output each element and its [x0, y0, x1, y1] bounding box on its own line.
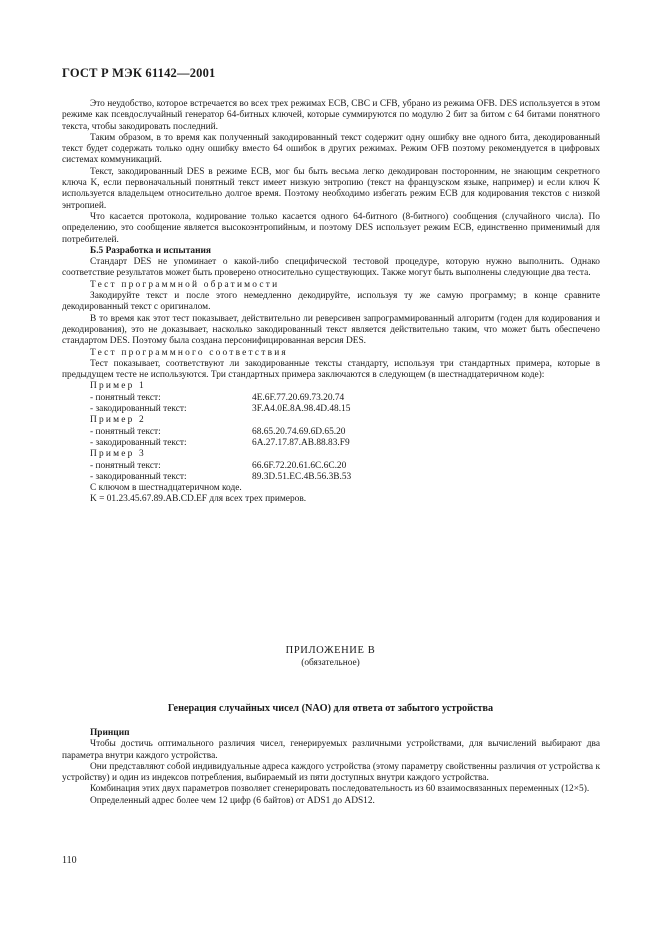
example-value: 4E.6F.77.20.69.73.20.74 [252, 392, 345, 403]
example-value: 68.65.20.74.69.6D.65.20 [252, 426, 346, 437]
example-title: Пример 3 [90, 449, 146, 460]
example-title: Пример 1 [90, 381, 146, 392]
page-number: 110 [62, 855, 77, 866]
test-title: Тест программной обратимости [90, 279, 280, 290]
appendix-text-block [62, 728, 600, 807]
paragraph: Тест показывает, соответствуют ли закодированные тексты стандарту, используя три стандартных примера, которые в предыдущем тесте не используются. Три стандартных примера заключаются в следующем (в шестнадцатеричном коде): [62, 358, 600, 381]
appendix-heading: Генерация случайных чисел (NAO) для ответа от забытого устройства [167, 703, 494, 714]
example-row [62, 472, 600, 483]
paragraph: Определенный адрес более чем 12 цифр (6 байтов) от ADS1 до ADS12. [90, 795, 375, 806]
example-value: 66.6F.72.20.61.6C.6C.20 [252, 460, 347, 471]
paragraph: Комбинация этих двух параметров позволяет сгенерировать последовательность из 60 взаимосвязанных переменных (12×5). [90, 784, 590, 795]
paragraph: Это неудобство, которое встречается во всех трех режимах ECB, CBC и CFB, убрано из режима OFB. DES используется в этом режиме как псевдослучайный генератор 64-битных ключей, которые суммируются по модулю 2 бит за битом с 64 битами понятного текста, чтобы закодировать последний. [62, 99, 600, 132]
example-label: - закодированный текст: [90, 471, 187, 482]
example-label: - закодированный текст: [90, 437, 187, 448]
example-value: 6A.27.17.87.AB.88.83.F9 [252, 437, 350, 448]
key-intro: С ключом в шестнадцатеричном коде. [90, 483, 242, 494]
test-title: Тест программного соответствия [90, 347, 288, 358]
examples-list [62, 381, 600, 505]
paragraph: Таким образом, в то время как полученный закодированный текст содержит одну ошибку вне одного бита, декодированный текст будет содержать только одну ошибку вместо 64 ошибок в других режимах. Режим OFB поэтому рекомендуется в цифровых системах коммуникаций. [62, 132, 600, 166]
paragraph: Чтобы достичь оптимального различия чисел, генерируемых различными устройствами, для вычислений выбирают два параметра внутри каждого устройства. [62, 739, 600, 761]
example-label: - понятный текст: [90, 392, 161, 403]
example-label: - понятный текст: [90, 460, 161, 471]
example-row [62, 404, 600, 415]
example-row [62, 393, 600, 404]
paragraph: Стандарт DES не упоминает о какой-либо специфической тестовой процедуре, которую нужно выполнить. Однако соответствие результатов может быть проверено относительно существующих. Также могут быть выполнены следующие два теста. [62, 257, 600, 279]
example-title: Пример 2 [90, 415, 146, 426]
example-label: - закодированный текст: [90, 404, 187, 415]
example-row [62, 438, 600, 449]
paragraph: Они представляют собой индивидуальные адреса каждого устройства (этому параметру свойственны различия от устройства к устройству) и один из индексов потребления, выбираемый из пяти доступных внутри каждого устройства. [62, 761, 600, 784]
paragraph: Что касается протокола, кодирование только касается одного 64-битного (8-битного) сообщения (случайного числа). По определению, это сообщение является высокоэнтропийным, и поэтому DES использует режим ECB, единственно применимый для потребителей. [62, 211, 600, 245]
example-row [62, 427, 600, 438]
example-row [62, 461, 600, 472]
standard-header: ГОСТ Р МЭК 61142—2001 [62, 66, 216, 80]
appendix-subtitle: (обязательное) [301, 658, 360, 668]
key-line: K = 01.23.45.67.89.AB.CD.EF для всех трех примеров. [90, 494, 307, 505]
paragraph: В то время как этот тест показывает, действительно ли реверсивен запрограммированный алгоритм (годен для кодирования и декодирования), это не доказывает, насколько закодированный текст является действительно таким, что может быть обеспечено стандартом DES. Поэтому была создана персонифицированная версия DES. [62, 313, 600, 347]
example-value: 89.3D.51.EC.4B.56.3B.53 [252, 471, 352, 482]
example-value: 3F.A4.0E.8A.98.4D.48.15 [252, 404, 351, 415]
example-label: - понятный текст: [90, 426, 161, 437]
main-text-block [62, 99, 600, 506]
section-title: Б.5 Разработка и испытания [90, 245, 211, 256]
paragraph: Закодируйте текст и после этого немедленно декодируйте, используя ту же самую программу; в конце сравните декодированный текст с оригиналом. [62, 291, 600, 313]
paragraph: Текст, закодированный DES в режиме ECB, мог бы быть весьма легко декодирован посторонним, не знающим секретного ключа K, если первоначальный понятный текст имеет низкую энтропию (текст на французском языке, например) и если ключ K используется владельцем относительно долгое время. Поэтому необходимо избегать режим ECB для кодирования текстов с низкой энтропией. [62, 166, 600, 211]
appendix-title: ПРИЛОЖЕНИЕ В [285, 645, 376, 656]
principle-title: Принцип [90, 728, 130, 738]
